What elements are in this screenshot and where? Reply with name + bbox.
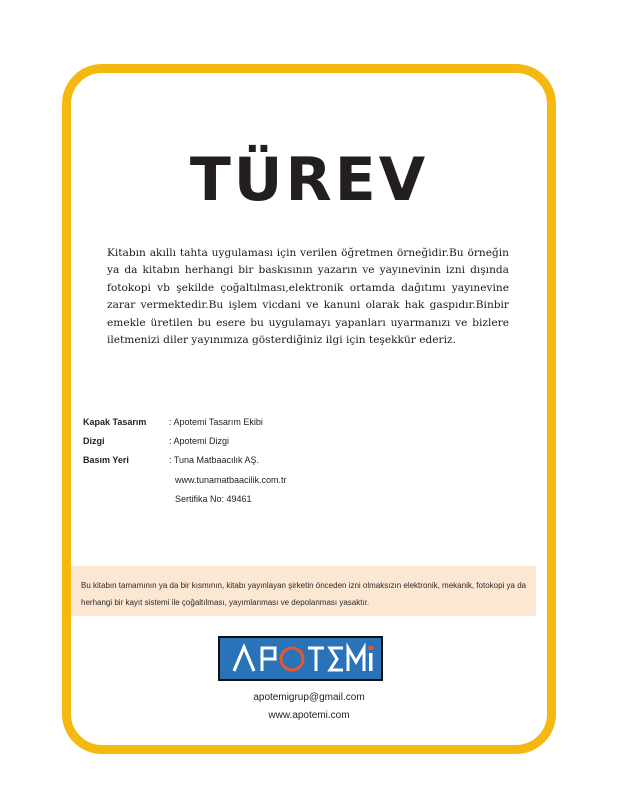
apotemi-logo xyxy=(218,636,383,681)
teacher-edition-notice: Kitabın akıllı tahta uygulaması için verilen öğretmen örneğidir.Bu örneğin ya da kitabın herhangi bir baskısının yazarın ve yayınevinin izni dışında fotokopi vb şekilde çoğaltılması,elektronik ortamda dağıtımı yayınevine zarar vermektedir.Bu işlem vicdani ve kanuni olarak hak gaspıdır.Binbir emekle üretilen bu esere bu uygulamayı yapanları uyarmanızı ve bizlere iletmenizi diler yayınımıza gösterdiğiniz ilgi için teşekkür ederiz. xyxy=(107,247,509,347)
credit-value: : Apotemi Dizgi xyxy=(169,436,230,446)
credit-label: Dizgi xyxy=(83,436,105,446)
contact-email[interactable]: apotemigrup@gmail.com xyxy=(253,692,365,703)
contact-website[interactable]: www.apotemi.com xyxy=(268,710,350,721)
copyright-text: Bu kitabın tamamının ya da bir kısmının, kitabı yayınlayan şirketin önceden izni olmaksızın elektronik, mekanik, fotokopi ya da herhangi bir kayıt sistemi ile çoğaltılması, yayımlanması ve depolanması yasaktır. xyxy=(81,581,527,607)
apotemi-logo-mark xyxy=(220,638,381,679)
certificate-number: Sertifika No: 49461 xyxy=(175,494,252,504)
printer-website: www.tunamatbaacilik.com.tr xyxy=(175,475,287,485)
credit-label: Basım Yeri xyxy=(83,455,129,465)
book-title: TÜREV xyxy=(189,145,429,215)
copyright-banner xyxy=(71,566,536,616)
credit-label: Kapak Tasarım xyxy=(83,417,147,427)
credit-value: : Apotemi Tasarım Ekibi xyxy=(169,417,263,427)
credit-value: : Tuna Matbaacılık AŞ. xyxy=(169,455,260,465)
